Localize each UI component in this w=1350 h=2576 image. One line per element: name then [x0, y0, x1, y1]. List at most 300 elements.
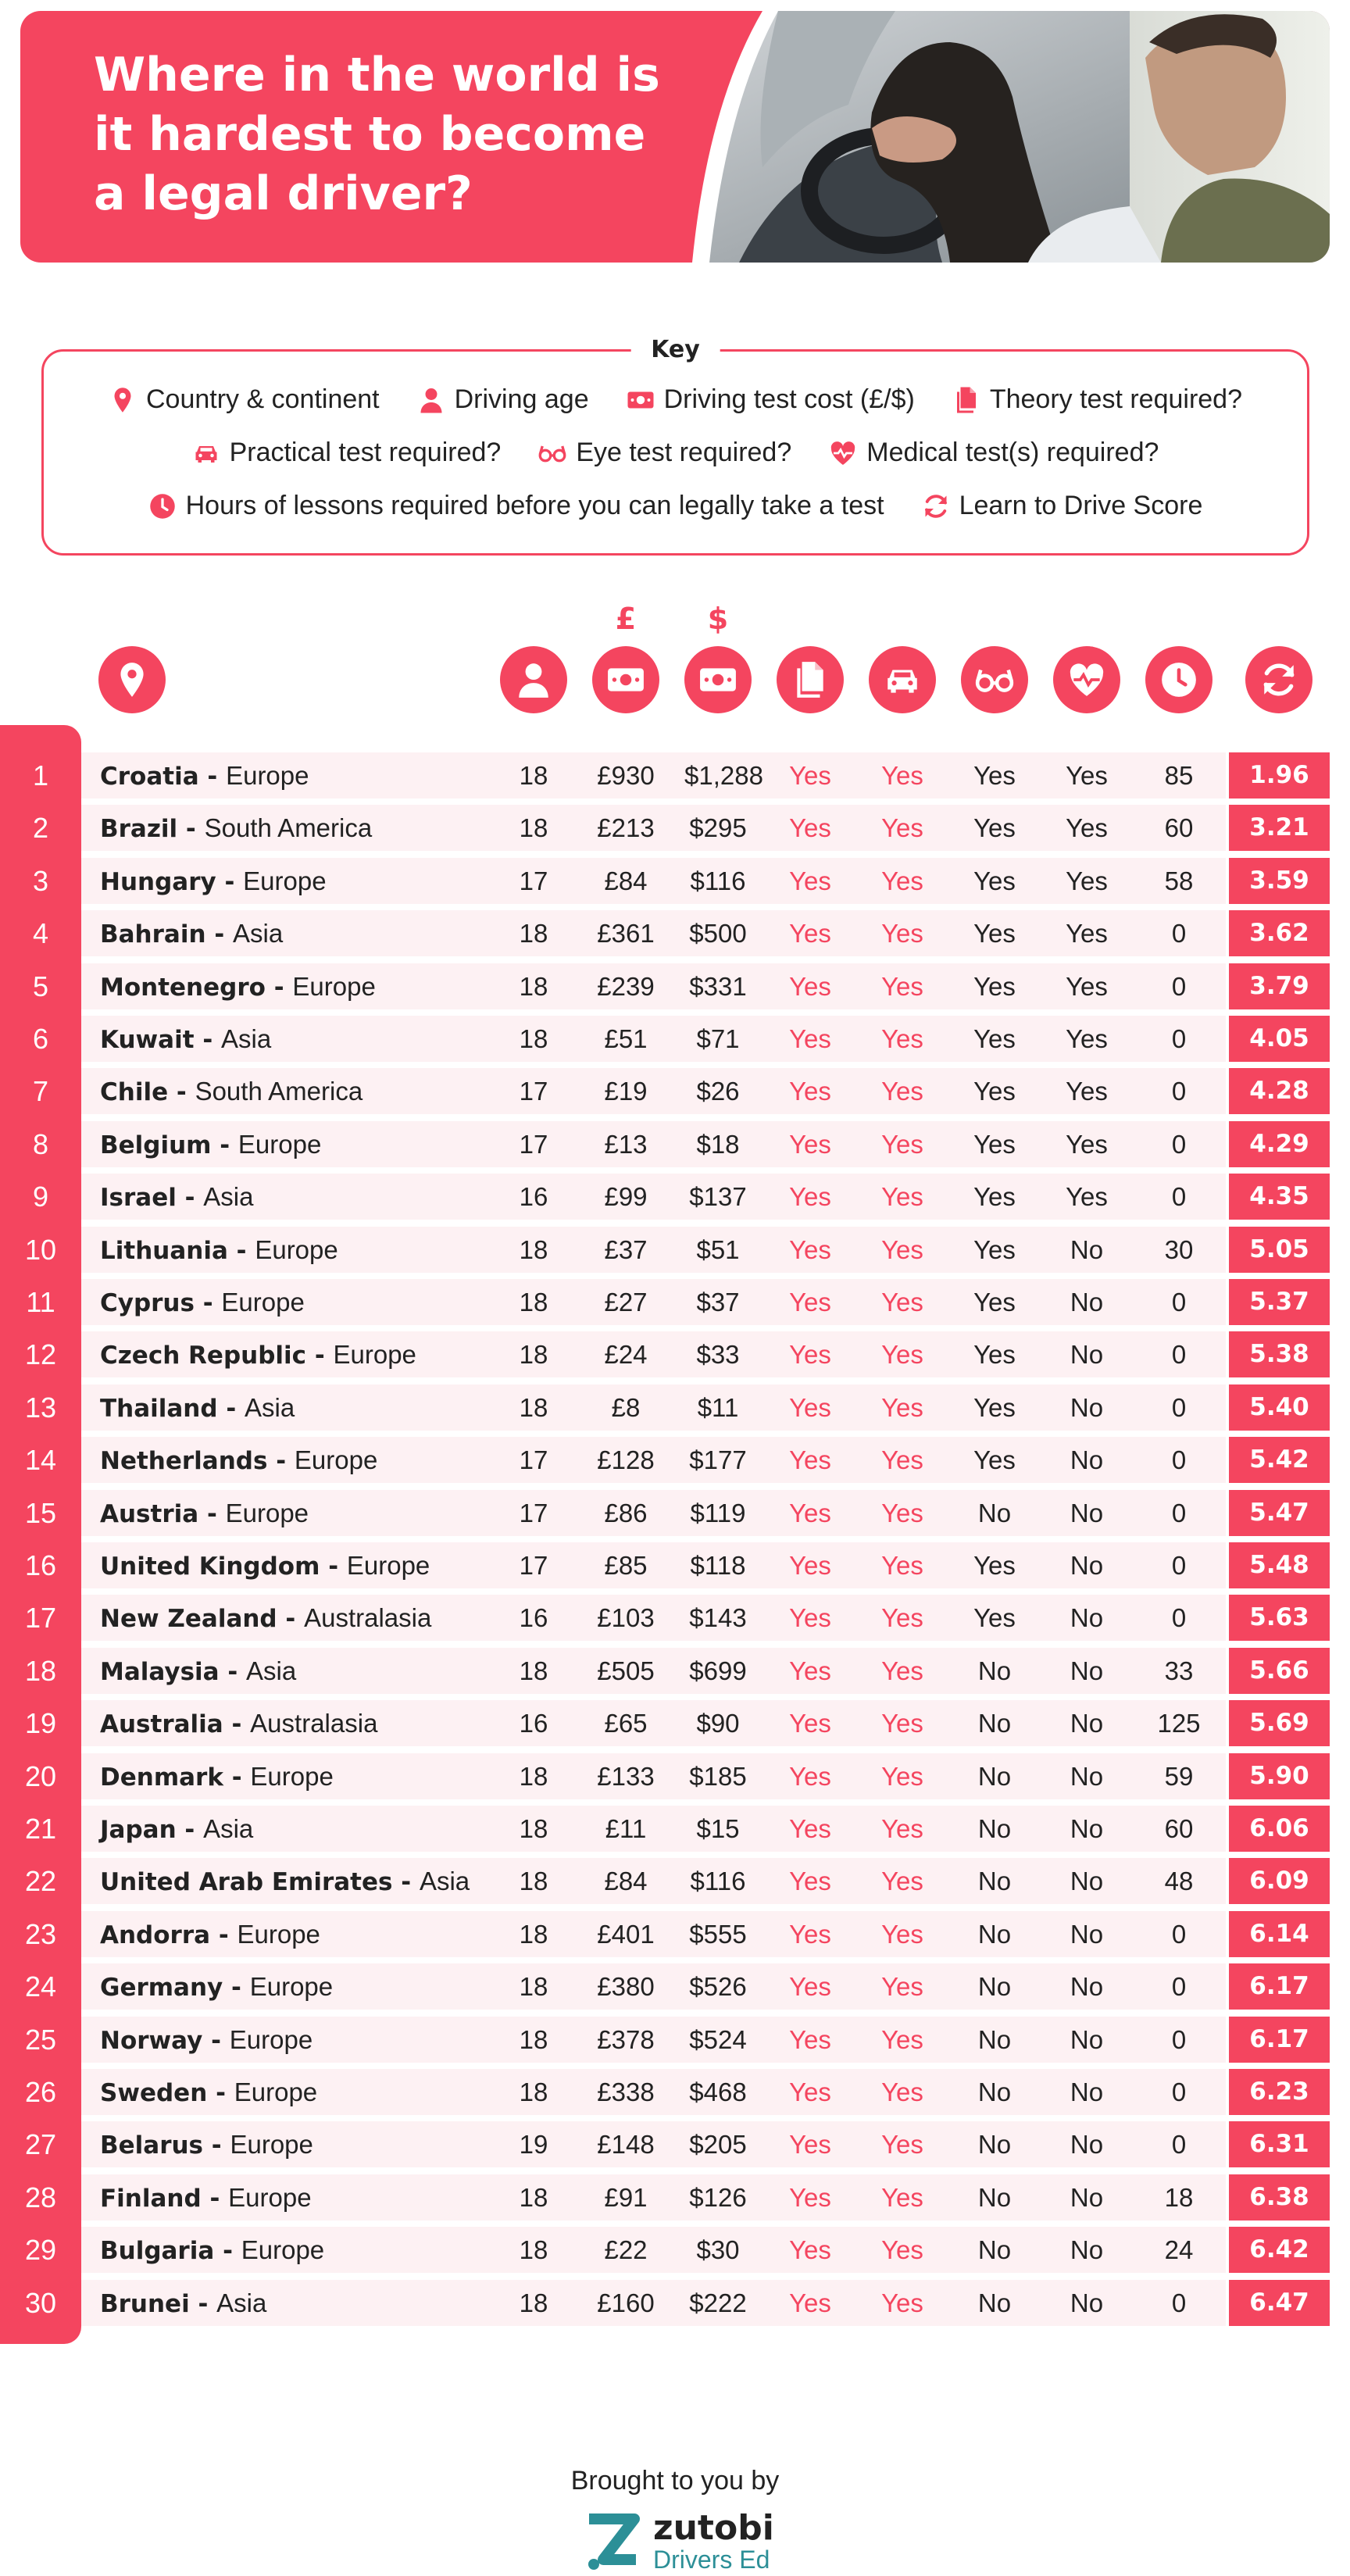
theory-test: Yes [789, 1603, 831, 1632]
practical-test: Yes [881, 1499, 923, 1527]
eye-test: No [977, 2288, 1012, 2317]
country-separator: - [392, 1868, 420, 1896]
medical-test: No [1070, 2235, 1104, 2264]
cost-usd: $555 [689, 1920, 747, 1949]
key-item-eye [538, 438, 791, 468]
continent-name: Europe [294, 1445, 378, 1474]
learn-to-drive-score: 3.59 [1229, 858, 1330, 904]
medical-test: No [1070, 1340, 1104, 1369]
practical-test: Yes [881, 1077, 923, 1106]
rank-number: 6 [32, 1023, 49, 1055]
eye-test: No [977, 1656, 1012, 1685]
continent-name: Asia [246, 1656, 297, 1685]
lesson-hours: 60 [1164, 813, 1194, 842]
cost-gbp: £11 [605, 1814, 647, 1843]
cost-gbp: £128 [597, 1445, 655, 1474]
country-cell [100, 1016, 271, 1062]
rank-number: 13 [24, 1392, 57, 1424]
driving-age: 18 [519, 2025, 548, 2054]
documents-icon [952, 386, 980, 414]
documents-icon [791, 660, 830, 699]
cost-usd: $331 [689, 972, 747, 1001]
country-name: Hungary [100, 868, 216, 896]
key-item-theory [952, 384, 1242, 415]
cost-usd: $11 [697, 1393, 739, 1422]
cost-gbp: £37 [604, 1235, 648, 1264]
header-banner [20, 11, 1330, 263]
zutobi-logo-mark [584, 2513, 641, 2574]
key-legend [41, 336, 1309, 556]
cost-usd: $524 [689, 2025, 747, 2054]
header-photo [692, 11, 1330, 263]
cost-gbp: £103 [597, 1603, 655, 1632]
practical-test: Yes [881, 1445, 923, 1474]
country-cell [100, 2069, 317, 2115]
gbp-symbol: £ [615, 602, 637, 636]
eye-test: No [977, 1499, 1012, 1527]
learn-to-drive-score: 6.47 [1229, 2280, 1330, 2326]
continent-name: Australasia [250, 1709, 378, 1738]
lesson-hours: 33 [1164, 1656, 1194, 1685]
rank-number: 7 [32, 1075, 49, 1107]
cost-usd: $185 [689, 1762, 747, 1791]
practical-test: Yes [881, 1867, 923, 1895]
table-row [0, 1806, 1350, 1852]
driving-age: 18 [519, 1920, 548, 1949]
practical-test: Yes [881, 1603, 923, 1632]
key-label-eye: Eye test required? [576, 438, 792, 467]
eye-test: Yes [973, 1235, 1016, 1264]
key-label-practical: Practical test required? [229, 438, 502, 467]
country-separator: - [207, 2079, 234, 2107]
lesson-hours: 0 [1171, 1551, 1187, 1580]
practical-test: Yes [881, 2130, 923, 2159]
country-name: Belarus [100, 2131, 204, 2160]
learn-to-drive-score: 4.28 [1229, 1068, 1330, 1114]
country-name: Malaysia [100, 1658, 220, 1686]
practical-test: Yes [881, 1709, 923, 1738]
refresh-icon [1259, 660, 1298, 699]
learn-to-drive-score: 5.37 [1229, 1279, 1330, 1325]
learn-to-drive-score: 6.14 [1229, 1911, 1330, 1957]
table-row [0, 1279, 1350, 1325]
cost-usd: $500 [689, 919, 747, 948]
learn-to-drive-score: 4.29 [1229, 1121, 1330, 1167]
lesson-hours: 58 [1164, 866, 1194, 895]
continent-name: Asia [203, 1182, 254, 1211]
cost-gbp: £505 [597, 1656, 655, 1685]
cost-gbp: £401 [597, 1920, 655, 1949]
practical-test: Yes [881, 2288, 923, 2317]
table-row [0, 1858, 1350, 1904]
cost-usd: $37 [696, 1288, 740, 1317]
cost-gbp: £51 [604, 1024, 648, 1053]
driving-age: 18 [519, 761, 548, 790]
continent-name: Europe [228, 2183, 312, 2212]
rank-number: 4 [32, 917, 49, 949]
lesson-hours: 0 [1171, 1077, 1187, 1106]
rank-number: 27 [24, 2128, 57, 2160]
practical-test: Yes [881, 2235, 923, 2264]
eye-test: Yes [973, 1445, 1016, 1474]
practical-test: Yes [881, 1288, 923, 1317]
driving-age: 18 [519, 1393, 548, 1422]
banknote-icon [698, 660, 738, 699]
theory-test: Yes [789, 1024, 831, 1053]
medical-test: No [1070, 1235, 1104, 1264]
medical-test: No [1070, 1709, 1104, 1738]
continent-name: Asia [232, 919, 284, 948]
medical-test: No [1070, 2183, 1104, 2212]
driving-age: 16 [519, 1709, 548, 1738]
medical-test: Yes [1066, 1130, 1108, 1159]
driving-age: 18 [519, 919, 548, 948]
table-row [0, 1963, 1350, 2010]
medical-test: Yes [1066, 761, 1108, 790]
theory-test: Yes [789, 919, 831, 948]
medical-test: No [1070, 1603, 1104, 1632]
key-item-hours [148, 491, 884, 521]
eye-test: No [977, 2130, 1012, 2159]
lesson-hours: 0 [1171, 972, 1187, 1001]
eye-test: Yes [973, 1551, 1016, 1580]
rank-number: 14 [24, 1444, 57, 1476]
country-cell [100, 1490, 309, 1536]
country-cell [100, 858, 327, 904]
driving-age: 17 [519, 1499, 548, 1527]
column-cost-gbp [592, 646, 659, 713]
eye-test: Yes [973, 919, 1016, 948]
theory-test: Yes [789, 1077, 831, 1106]
theory-test: Yes [789, 1445, 831, 1474]
lesson-hours: 0 [1171, 1445, 1187, 1474]
eye-test: No [977, 1972, 1012, 2001]
learn-to-drive-score: 6.09 [1229, 1858, 1330, 1904]
country-separator: - [223, 1763, 251, 1792]
learn-to-drive-score: 4.35 [1229, 1174, 1330, 1220]
cost-usd: $90 [696, 1709, 740, 1738]
continent-name: Europe [237, 1920, 320, 1949]
clock-icon [148, 492, 177, 520]
learn-to-drive-score: 5.47 [1229, 1490, 1330, 1536]
learn-to-drive-score: 5.42 [1229, 1437, 1330, 1483]
rank-number: 26 [24, 2076, 57, 2108]
practical-test: Yes [881, 1814, 923, 1843]
practical-test: Yes [881, 2183, 923, 2212]
practical-test: Yes [881, 1340, 923, 1369]
medical-test: Yes [1066, 1182, 1108, 1211]
country-name: Montenegro [100, 974, 266, 1002]
cost-usd: $118 [690, 1551, 746, 1580]
table-row [0, 1595, 1350, 1641]
rank-number: 16 [24, 1549, 57, 1581]
person-icon [514, 660, 553, 699]
learn-to-drive-score: 6.06 [1229, 1806, 1330, 1852]
continent-name: Europe [230, 2130, 313, 2159]
lesson-hours: 0 [1171, 2025, 1187, 2054]
country-name: Austria [100, 1500, 199, 1528]
lesson-hours: 0 [1171, 1024, 1187, 1053]
country-name: Norway [100, 2027, 203, 2055]
key-label-theory: Theory test required? [989, 384, 1242, 414]
glasses-icon [538, 439, 566, 467]
cost-usd: $222 [689, 2288, 747, 2317]
lesson-hours: 24 [1164, 2235, 1194, 2264]
pin-icon [112, 660, 152, 699]
key-item-score [922, 491, 1203, 521]
theory-test: Yes [789, 1972, 831, 2001]
lesson-hours: 0 [1171, 1182, 1187, 1211]
country-separator: - [320, 1552, 347, 1581]
continent-name: Asia [221, 1024, 272, 1053]
cost-usd: $116 [690, 866, 746, 895]
country-separator: - [214, 2237, 241, 2265]
country-separator: - [176, 1816, 204, 1844]
learn-to-drive-score: 5.05 [1229, 1227, 1330, 1273]
learn-to-drive-score: 6.23 [1229, 2069, 1330, 2115]
cost-usd: $295 [689, 813, 747, 842]
table-row [0, 1016, 1350, 1062]
column-medical [1053, 646, 1120, 713]
learn-to-drive-score: 3.79 [1229, 963, 1330, 1009]
cost-usd: $71 [696, 1024, 740, 1053]
country-name: New Zealand [100, 1605, 277, 1633]
medical-test: No [1070, 1867, 1104, 1895]
practical-test: Yes [881, 1235, 923, 1264]
zutobi-logo [584, 2510, 772, 2575]
country-name: Bulgaria [100, 2237, 215, 2265]
theory-test: Yes [789, 2078, 831, 2106]
country-cell [100, 1806, 253, 1852]
key-item-medical [829, 438, 1159, 468]
cost-gbp: £378 [597, 2025, 655, 2054]
medical-test: No [1070, 2078, 1104, 2106]
table-row [0, 1490, 1350, 1536]
driving-age: 18 [519, 1340, 548, 1369]
country-name: Israel [100, 1184, 177, 1212]
lesson-hours: 0 [1171, 2078, 1187, 2106]
country-separator: - [267, 1447, 295, 1475]
lesson-hours: 48 [1164, 1867, 1194, 1895]
driving-age: 16 [519, 1182, 548, 1211]
medical-test: No [1070, 2025, 1104, 2054]
lesson-hours: 125 [1157, 1709, 1201, 1738]
practical-test: Yes [881, 1920, 923, 1949]
practical-test: Yes [881, 813, 923, 842]
driving-age: 18 [519, 1024, 548, 1053]
key-item-cost [627, 384, 915, 415]
table-row [0, 752, 1350, 799]
cost-gbp: £930 [597, 761, 655, 790]
country-name: Denmark [100, 1763, 223, 1792]
eye-test: Yes [973, 1288, 1016, 1317]
eye-test: No [977, 2235, 1012, 2264]
eye-test: No [977, 2078, 1012, 2106]
lesson-hours: 0 [1171, 1972, 1187, 2001]
eye-test: No [977, 2025, 1012, 2054]
table-row [0, 1384, 1350, 1431]
practical-test: Yes [881, 1762, 923, 1791]
country-name: Australia [100, 1710, 223, 1738]
pin-icon [109, 386, 137, 414]
driving-age: 18 [519, 1762, 548, 1791]
country-cell [100, 1121, 321, 1167]
key-label-cost: Driving test cost (£/$) [663, 384, 915, 414]
country-separator: - [210, 1921, 238, 1949]
cost-gbp: £22 [604, 2235, 648, 2264]
medical-test: No [1070, 1551, 1104, 1580]
lesson-hours: 0 [1171, 1288, 1187, 1317]
driving-age: 18 [519, 1814, 548, 1843]
country-cell [100, 1700, 377, 1746]
country-cell [100, 1384, 295, 1431]
country-separator: - [216, 868, 244, 896]
driving-age: 18 [519, 2288, 548, 2317]
theory-test: Yes [789, 761, 831, 790]
lesson-hours: 0 [1171, 2130, 1187, 2159]
cost-usd: $1,288 [684, 761, 763, 790]
continent-name: Europe [238, 1130, 322, 1159]
continent-name: Asia [216, 2288, 267, 2317]
table-row [0, 910, 1350, 956]
country-separator: - [189, 2290, 217, 2318]
theory-test: Yes [789, 2288, 831, 2317]
country-cell [100, 805, 372, 851]
learn-to-drive-score: 6.38 [1229, 2174, 1330, 2221]
country-separator: - [219, 1658, 247, 1686]
country-cell [100, 1437, 377, 1483]
cost-usd: $143 [689, 1603, 747, 1632]
column-score [1245, 646, 1312, 713]
medical-test: Yes [1066, 813, 1108, 842]
refresh-icon [922, 492, 950, 520]
rank-number: 24 [24, 1970, 57, 2003]
rank-number: 9 [32, 1181, 49, 1213]
cost-gbp: £213 [597, 813, 655, 842]
lesson-hours: 18 [1164, 2183, 1194, 2212]
country-cell [100, 2227, 324, 2273]
country-name: Kuwait [100, 1026, 195, 1054]
continent-name: Europe [333, 1340, 416, 1369]
lesson-hours: 0 [1171, 2288, 1187, 2317]
driving-age: 18 [519, 2183, 548, 2212]
theory-test: Yes [789, 2025, 831, 2054]
country-name: Sweden [100, 2079, 208, 2107]
continent-name: Europe [225, 1499, 309, 1527]
theory-test: Yes [789, 1235, 831, 1264]
table-row [0, 1911, 1350, 1957]
medical-test: No [1070, 1499, 1104, 1527]
practical-test: Yes [881, 1393, 923, 1422]
cost-usd: $205 [689, 2130, 747, 2159]
country-name: Brazil [100, 815, 178, 843]
continent-name: South America [204, 813, 373, 842]
continent-name: Europe [229, 2025, 313, 2054]
rank-number: 20 [24, 1760, 57, 1792]
learn-to-drive-score: 3.21 [1229, 805, 1330, 851]
country-cell [100, 910, 283, 956]
practical-test: Yes [881, 1972, 923, 2001]
country-separator: - [198, 1500, 226, 1528]
driving-age: 18 [519, 1235, 548, 1264]
table-row [0, 1648, 1350, 1694]
cost-usd: $33 [696, 1340, 740, 1369]
eye-test: Yes [973, 1024, 1016, 1053]
country-name: Belgium [100, 1131, 212, 1159]
lesson-hours: 0 [1171, 1340, 1187, 1369]
theory-test: Yes [789, 813, 831, 842]
country-separator: - [223, 1710, 251, 1738]
medical-test: No [1070, 2130, 1104, 2159]
country-cell [100, 1227, 338, 1273]
table-row [0, 1174, 1350, 1220]
rank-number: 22 [24, 1865, 57, 1897]
rank-number: 5 [32, 970, 49, 1002]
continent-name: Australasia [304, 1603, 432, 1632]
country-cell [100, 2174, 312, 2221]
rank-number: 15 [24, 1497, 57, 1529]
continent-name: Europe [255, 1235, 338, 1264]
medical-test: No [1070, 1762, 1104, 1791]
eye-test: No [977, 1709, 1012, 1738]
driving-age: 17 [519, 1445, 548, 1474]
practical-test: Yes [881, 1551, 923, 1580]
cost-gbp: £380 [597, 1972, 655, 2001]
lesson-hours: 0 [1171, 1130, 1187, 1159]
country-name: United Arab Emirates [100, 1868, 393, 1896]
theory-test: Yes [789, 1814, 831, 1843]
country-name: Chile [100, 1078, 169, 1106]
country-cell [100, 963, 376, 1009]
practical-test: Yes [881, 1656, 923, 1685]
key-label-hours: Hours of lessons required before you can legally take a test [185, 491, 884, 520]
country-separator: - [265, 974, 293, 1002]
cost-gbp: £84 [604, 866, 648, 895]
key-item-practical [192, 438, 502, 468]
banknote-icon [606, 660, 645, 699]
driving-age: 18 [519, 1867, 548, 1895]
continent-name: Europe [226, 761, 309, 790]
learn-to-drive-score: 5.90 [1229, 1753, 1330, 1799]
country-cell [100, 752, 309, 799]
eye-test: Yes [973, 1130, 1016, 1159]
practical-test: Yes [881, 919, 923, 948]
rank-number: 30 [24, 2287, 57, 2319]
eye-test: Yes [973, 1603, 1016, 1632]
cost-gbp: £86 [604, 1499, 648, 1527]
cost-gbp: £85 [604, 1551, 648, 1580]
theory-test: Yes [789, 972, 831, 1001]
table-row [0, 2069, 1350, 2115]
learn-to-drive-score: 4.05 [1229, 1016, 1330, 1062]
banknote-icon [627, 386, 655, 414]
driving-age: 18 [519, 2078, 548, 2106]
eye-test: No [977, 1814, 1012, 1843]
learn-to-drive-score: 1.96 [1229, 752, 1330, 799]
country-name: Andorra [100, 1921, 211, 1949]
country-separator: - [177, 815, 205, 843]
rank-number: 3 [32, 865, 49, 897]
table-row [0, 1542, 1350, 1588]
cost-gbp: £27 [604, 1288, 648, 1317]
cost-gbp: £13 [604, 1130, 648, 1159]
key-title: Key [630, 336, 720, 363]
theory-test: Yes [789, 1499, 831, 1527]
country-name: Thailand [100, 1395, 218, 1423]
person-icon [417, 386, 445, 414]
brought-to-you-by: Brought to you by [570, 2466, 780, 2496]
table-row [0, 2121, 1350, 2167]
